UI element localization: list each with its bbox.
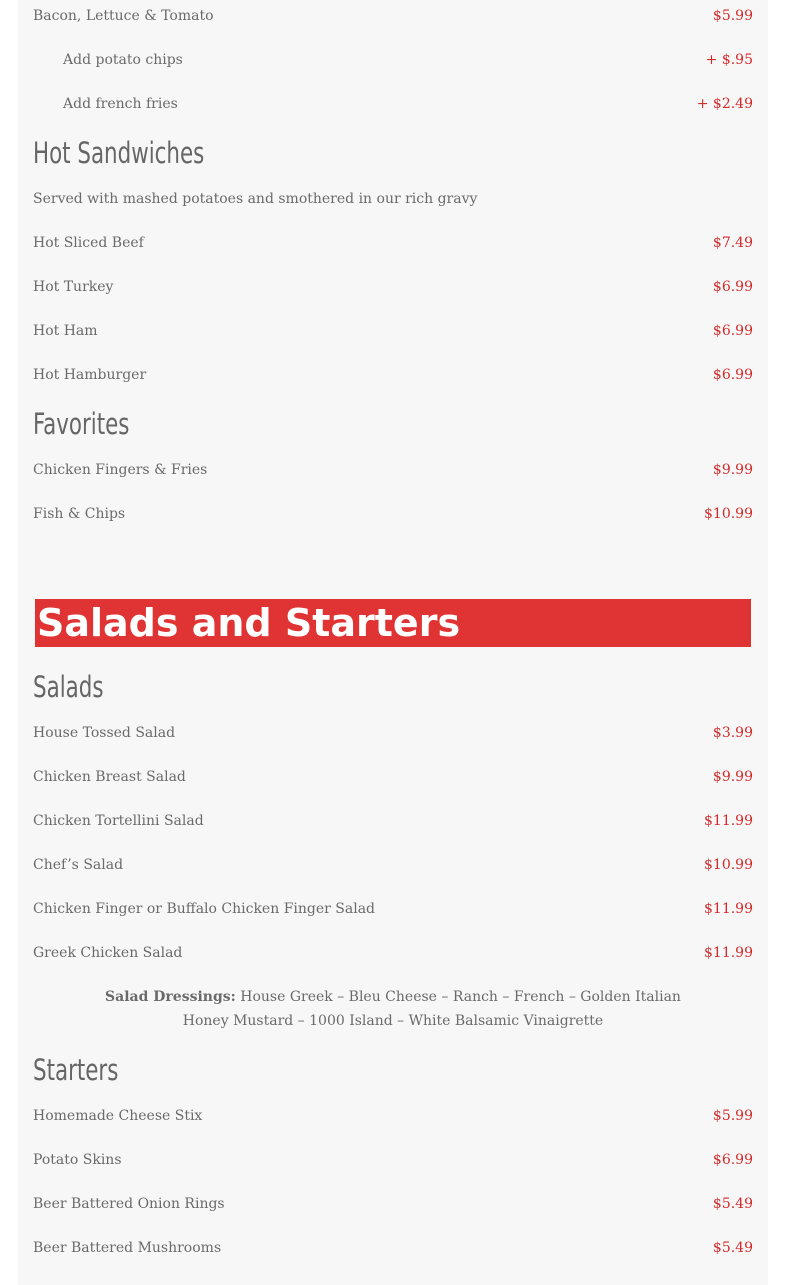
item-name: Bacon, Lettuce & Tomato xyxy=(33,8,214,24)
section-title-hot-sandwiches: Hot Sandwiches xyxy=(33,136,205,170)
banner-title: Salads and Starters xyxy=(37,601,461,645)
item-name: Hot Sliced Beef xyxy=(33,235,144,251)
menu-item xyxy=(33,364,753,386)
item-price: $3.99 xyxy=(712,725,753,741)
item-name: House Tossed Salad xyxy=(33,725,176,741)
item-name: Hot Hamburger xyxy=(33,367,147,383)
dressings-label: Salad Dressings: xyxy=(105,989,236,1005)
menu-item xyxy=(33,1149,753,1171)
item-price: $5.49 xyxy=(712,1196,753,1212)
menu-item xyxy=(33,5,753,27)
item-price: $11.99 xyxy=(704,945,753,961)
menu-item xyxy=(33,722,753,744)
item-name: Beer Battered Onion Rings xyxy=(33,1196,225,1212)
item-name: Chef’s Salad xyxy=(33,857,124,873)
menu-item xyxy=(33,810,753,832)
menu-item xyxy=(33,942,753,964)
menu-addon xyxy=(33,93,753,115)
item-price: $7.49 xyxy=(712,235,753,251)
menu-item xyxy=(33,1105,753,1127)
item-name: Hot Turkey xyxy=(33,279,114,295)
menu-item xyxy=(33,898,753,920)
section-title-starters: Starters xyxy=(33,1053,119,1087)
item-price: $11.99 xyxy=(704,901,753,917)
section-title-salads: Salads xyxy=(33,670,104,704)
item-name: Greek Chicken Salad xyxy=(33,945,183,961)
section-title-favorites: Favorites xyxy=(33,407,130,441)
item-price: $6.99 xyxy=(712,1152,753,1168)
item-price: $9.99 xyxy=(712,462,753,478)
item-price: $6.99 xyxy=(712,367,753,383)
item-price: $10.99 xyxy=(704,506,753,522)
dressings-line-2: Honey Mustard – 1000 Island – White Balsamic Vinaigrette xyxy=(182,1013,604,1029)
item-price: $6.99 xyxy=(712,279,753,295)
menu-item xyxy=(33,320,753,342)
dressings-options: House Greek – Bleu Cheese – Ranch – French – Golden Italian xyxy=(235,989,681,1005)
item-price: $5.49 xyxy=(712,1240,753,1256)
menu-item xyxy=(33,854,753,876)
menu-item xyxy=(33,766,753,788)
item-name: Potato Skins xyxy=(33,1152,122,1168)
menu-item xyxy=(33,232,753,254)
item-name: Fish & Chips xyxy=(33,506,126,522)
item-price: $11.99 xyxy=(704,813,753,829)
menu-item xyxy=(33,1193,753,1215)
item-price: $6.99 xyxy=(712,323,753,339)
menu-item xyxy=(33,503,753,525)
addon-name: Add potato chips xyxy=(63,52,183,68)
item-name: Chicken Fingers & Fries xyxy=(33,462,208,478)
item-price: $10.99 xyxy=(704,857,753,873)
menu-item xyxy=(33,1237,753,1259)
addon-name: Add french fries xyxy=(63,96,178,112)
addon-price: + $2.49 xyxy=(696,96,753,112)
menu-item xyxy=(33,276,753,298)
item-price: $5.99 xyxy=(712,8,753,24)
item-name: Hot Ham xyxy=(33,323,98,339)
menu-item xyxy=(33,459,753,481)
menu-addon xyxy=(33,49,753,71)
section-banner xyxy=(35,599,751,647)
addon-price: + $.95 xyxy=(705,52,753,68)
salad-dressings xyxy=(33,985,753,1033)
item-price: $5.99 xyxy=(712,1108,753,1124)
item-name: Chicken Tortellini Salad xyxy=(33,813,204,829)
item-name: Beer Battered Mushrooms xyxy=(33,1240,222,1256)
item-price: $9.99 xyxy=(712,769,753,785)
item-name: Chicken Finger or Buffalo Chicken Finger Salad xyxy=(33,901,376,917)
item-name: Homemade Cheese Stix xyxy=(33,1108,203,1124)
section-note: Served with mashed potatoes and smothered in our rich gravy xyxy=(33,191,478,207)
dressings-line-1 xyxy=(33,985,753,1009)
item-name: Chicken Breast Salad xyxy=(33,769,186,785)
